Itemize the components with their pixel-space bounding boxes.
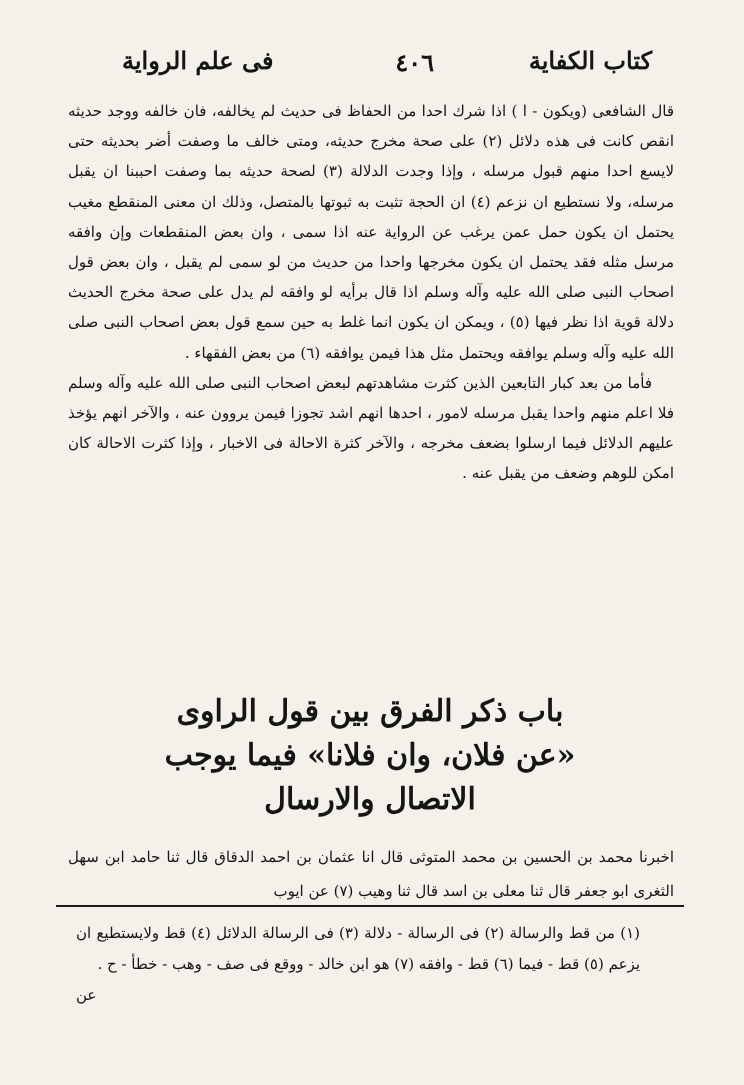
page-number: ٤٠٦ [395, 48, 434, 77]
running-title-left: فى علم الرواية [122, 46, 274, 75]
chapter-heading [100, 690, 640, 822]
isnad-text: اخبرنا محمد بن الحسين بن محمد المتوثى قال انا عثمان بن احمد الدقاق قال ثنا حامد ابن سهل الثغرى ابو جعفر قال ثنا معلى بن اسد قال ثنا وهيب (٧) عن ايوب [68, 848, 674, 900]
chapter-heading-line-2: «عن فلان، وان فلانا» فيما يوجب [164, 738, 576, 773]
page-header [70, 46, 652, 92]
chapter-heading-line-3: الاتصال والارسال [264, 782, 476, 817]
paragraph-2: فأما من بعد كبار التابعين الذين كثرت مشاهدتهم لبعض اصحاب النبى صلى الله عليه وآله وسلم فلا اعلم منهم واحدا يقبل مرسله لامور ، احدها انهم اشد تجوزا فيمن يروون عنه ، والآخر انهم يؤخذ عليهم الدلائل فيما ارسلوا بضعف مخرجه ، والآخر كثرة الاحالة فى الاخبار ، وإذا كثرت الاحالة كان امكن للوهم وضعف من يقبل عنه . [68, 373, 674, 483]
paragraph-1: قال الشافعى (ويكون - ا ) اذا شرك احدا من الحفاظ فى حديث لم يخالفه، فان خالفه ووجد حديثه انقص كانت فى هذه دلائل (٢) على صحة مخرج حديثه، ومتى خالف ما وصفت أضر بحديثه حتى لايسع احدا منهم قبول مرسله ، وإذا وجدت الدلالة (٣) لصحة حديثه بما وصفت احببنا ان يقبل مرسله، ولا نستطيع ان نزعم (٤) ان الحجة تثبت به ثبوتها بالمتصل، وذلك ان معنى المنقطع مغيب يحتمل ان يكون حمل عمن يرغب عن الرواية عنه اذا سمى ، وان بعض المنقطعات وإن وافقه مرسل مثله فقد يحتمل ان يكون مخرجها واحدا من حديث من لو سمى لم يقبل ، وان بعض قول اصحاب النبى صلى الله عليه وآله وسلم اذا قال برأيه لو وافقه لم يدل على صحة مخرج الحديث دلالة قوية اذا نظر فيها (٥) ، ويمكن ان يكون انما غلط به حين سمع قول بعض اصحاب النبى صلى الله عليه وآله وسلم يوافقه ويحتمل مثل هذا فيمن يوافقه (٦) من بعض الفقهاء . [68, 102, 675, 362]
footnotes [76, 918, 640, 1011]
footnote-line: (١) من قط والرسالة (٢) فى الرسالة - دلالة (٣) فى الرسالة الدلائل (٤) قط ولايستطيع ان يزعم (٥) قط - فيما (٦) قط - وافقه (٧) هو ابن خالد - ووقع فى صف - وهب - خطأ - ح . [76, 924, 640, 973]
main-text [68, 96, 674, 489]
footnote-divider [56, 905, 684, 907]
footnote-margin-note: عن [76, 986, 97, 1004]
chapter-heading-line-1: باب ذكر الفرق بين قول الراوى [176, 694, 564, 729]
running-title-right: كتاب الكفاية [528, 46, 652, 75]
